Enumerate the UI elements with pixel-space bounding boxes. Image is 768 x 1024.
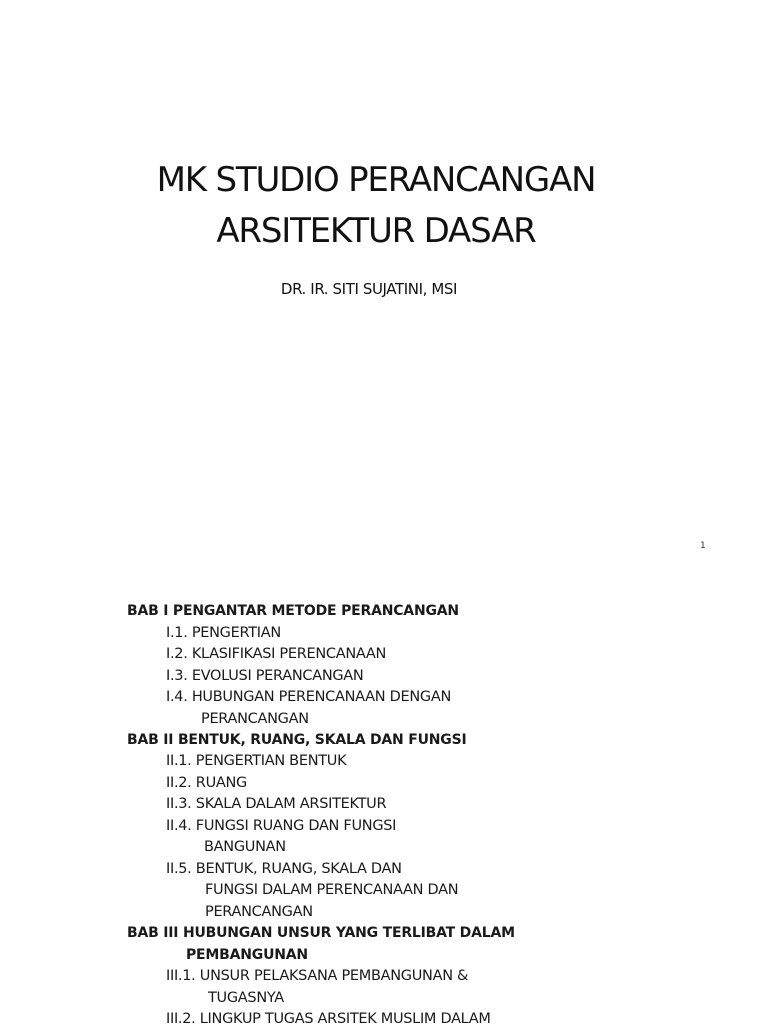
toc-item: III.2. LINGKUP TUGAS ARSITEK MUSLIM DALAM	[166, 1011, 491, 1024]
toc-item: III.1. UNSUR PELAKSANA PEMBANGUNAN &	[166, 968, 469, 984]
toc-item-continuation: TUGASNYA	[208, 990, 284, 1006]
author-name: DR. IR. SITI SUJATINI, MSI	[280, 280, 458, 298]
toc-chapter-1: BAB I PENGANTAR METODE PERANCANGAN	[127, 603, 459, 619]
toc-item-continuation: FUNGSI DALAM PERENCANAAN DAN	[205, 882, 459, 898]
toc-item: II.4. FUNGSI RUANG DAN FUNGSI	[166, 818, 397, 834]
page-title-line-1: MK STUDIO PERANCANGAN	[156, 160, 596, 200]
toc-item: I.1. PENGERTIAN	[166, 625, 281, 641]
page-title-line-2: ARSITEKTUR DASAR	[216, 211, 536, 251]
toc-item: II.2. RUANG	[166, 775, 247, 791]
toc-item: I.2. KLASIFIKASI PERENCANAAN	[166, 646, 387, 662]
toc-chapter-3: BAB III HUBUNGAN UNSUR YANG TERLIBAT DALAM	[127, 925, 515, 941]
toc-item-continuation: PERANCANGAN	[205, 904, 313, 920]
toc-item: I.4. HUBUNGAN PERENCANAAN DENGAN	[166, 689, 452, 705]
toc-item-continuation: BANGUNAN	[204, 839, 286, 855]
page-number: 1	[700, 541, 706, 551]
toc-item: II.1. PENGERTIAN BENTUK	[166, 753, 347, 769]
toc-item: II.3. SKALA DALAM ARSITEKTUR	[166, 796, 387, 812]
toc-item: I.3. EVOLUSI PERANCANGAN	[166, 668, 364, 684]
toc-item: II.5. BENTUK, RUANG, SKALA DAN	[166, 861, 402, 877]
toc-item-continuation: PERANCANGAN	[201, 711, 309, 727]
toc-chapter-continuation: PEMBANGUNAN	[186, 947, 308, 963]
toc-chapter-2: BAB II BENTUK, RUANG, SKALA DAN FUNGSI	[127, 732, 467, 748]
